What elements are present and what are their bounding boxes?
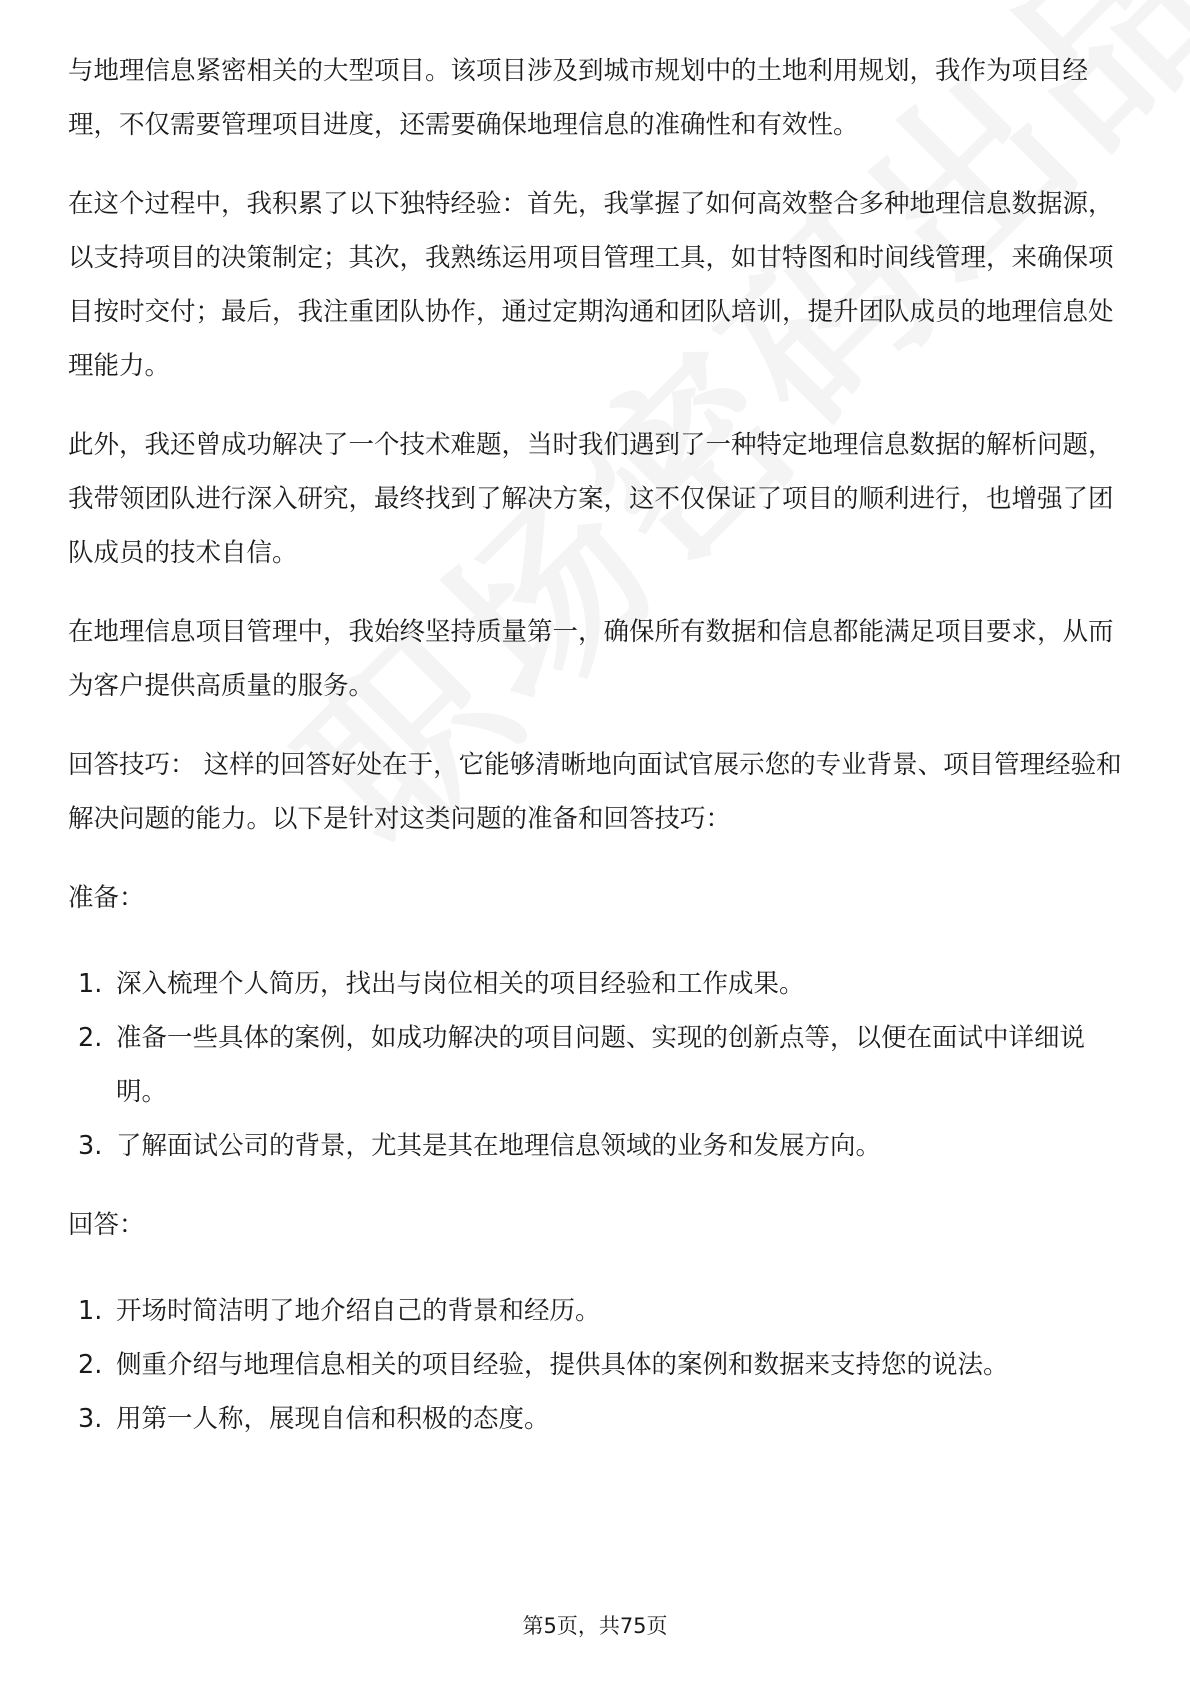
paragraph-technical-problem: 此外，我还曾成功解决了一个技术难题，当时我们遇到了一种特定地理信息数据的解析问题，我带领团队进行深入研究，最终找到了解决方案，这不仅保证了项目的顺利进行，也增强了团队成员的技术自信。 xyxy=(68,430,1114,568)
list-item-text: 开场时简洁明了地介绍自己的背景和经历。 xyxy=(116,1296,601,1326)
list-number: 3. xyxy=(78,1131,103,1161)
list-item xyxy=(68,1011,1128,1119)
list-number: 1. xyxy=(78,1296,103,1326)
list-item-text: 深入梳理个人简历，找出与岗位相关的项目经验和工作成果。 xyxy=(116,969,805,999)
list-item xyxy=(68,1338,1128,1392)
paragraph-quality: 在地理信息项目管理中，我始终坚持质量第一，确保所有数据和信息都能满足项目要求，从而为客户提供高质量的服务。 xyxy=(68,617,1114,701)
list-item-text: 用第一人称，展现自信和积极的态度。 xyxy=(116,1404,550,1434)
list-item xyxy=(68,1392,1128,1446)
paragraph-answer-tips: 回答技巧： 这样的回答好处在于，它能够清晰地向面试官展示您的专业背景、项目管理经验和解决问题的能力。以下是针对这类问题的准备和回答技巧： xyxy=(68,750,1122,834)
list-number: 2. xyxy=(78,1023,103,1053)
list-number: 1. xyxy=(78,969,103,999)
document-body xyxy=(68,44,1128,1446)
list-item xyxy=(68,1119,1128,1173)
paragraph-project-intro: 与地理信息紧密相关的大型项目。该项目涉及到城市规划中的土地利用规划，我作为项目经理，不仅需要管理项目进度，还需要确保地理信息的准确性和有效性。 xyxy=(68,56,1089,140)
answer-heading: 回答： xyxy=(68,1210,145,1240)
page-number: 第5页，共75页 xyxy=(522,1614,668,1638)
list-number: 3. xyxy=(78,1404,103,1434)
list-number: 2. xyxy=(78,1350,103,1380)
paragraph-experience: 在这个过程中，我积累了以下独特经验：首先，我掌握了如何高效整合多种地理信息数据源，以支持项目的决策制定；其次，我熟练运用项目管理工具，如甘特图和时间线管理，来确保项目按时交付；最后，我注重团队协作，通过定期沟通和团队培训，提升团队成员的地理信息处理能力。 xyxy=(68,189,1114,381)
prepare-heading: 准备： xyxy=(68,883,145,913)
list-item xyxy=(68,957,1128,1011)
list-item-text: 准备一些具体的案例，如成功解决的项目问题、实现的创新点等，以便在面试中详细说明。 xyxy=(116,1023,1086,1107)
answer-list xyxy=(68,1284,1128,1446)
prepare-list xyxy=(68,957,1128,1173)
list-item xyxy=(68,1284,1128,1338)
list-item-text: 了解面试公司的背景，尤其是其在地理信息领域的业务和发展方向。 xyxy=(116,1131,882,1161)
list-item-text: 侧重介绍与地理信息相关的项目经验，提供具体的案例和数据来支持您的说法。 xyxy=(116,1350,1009,1380)
